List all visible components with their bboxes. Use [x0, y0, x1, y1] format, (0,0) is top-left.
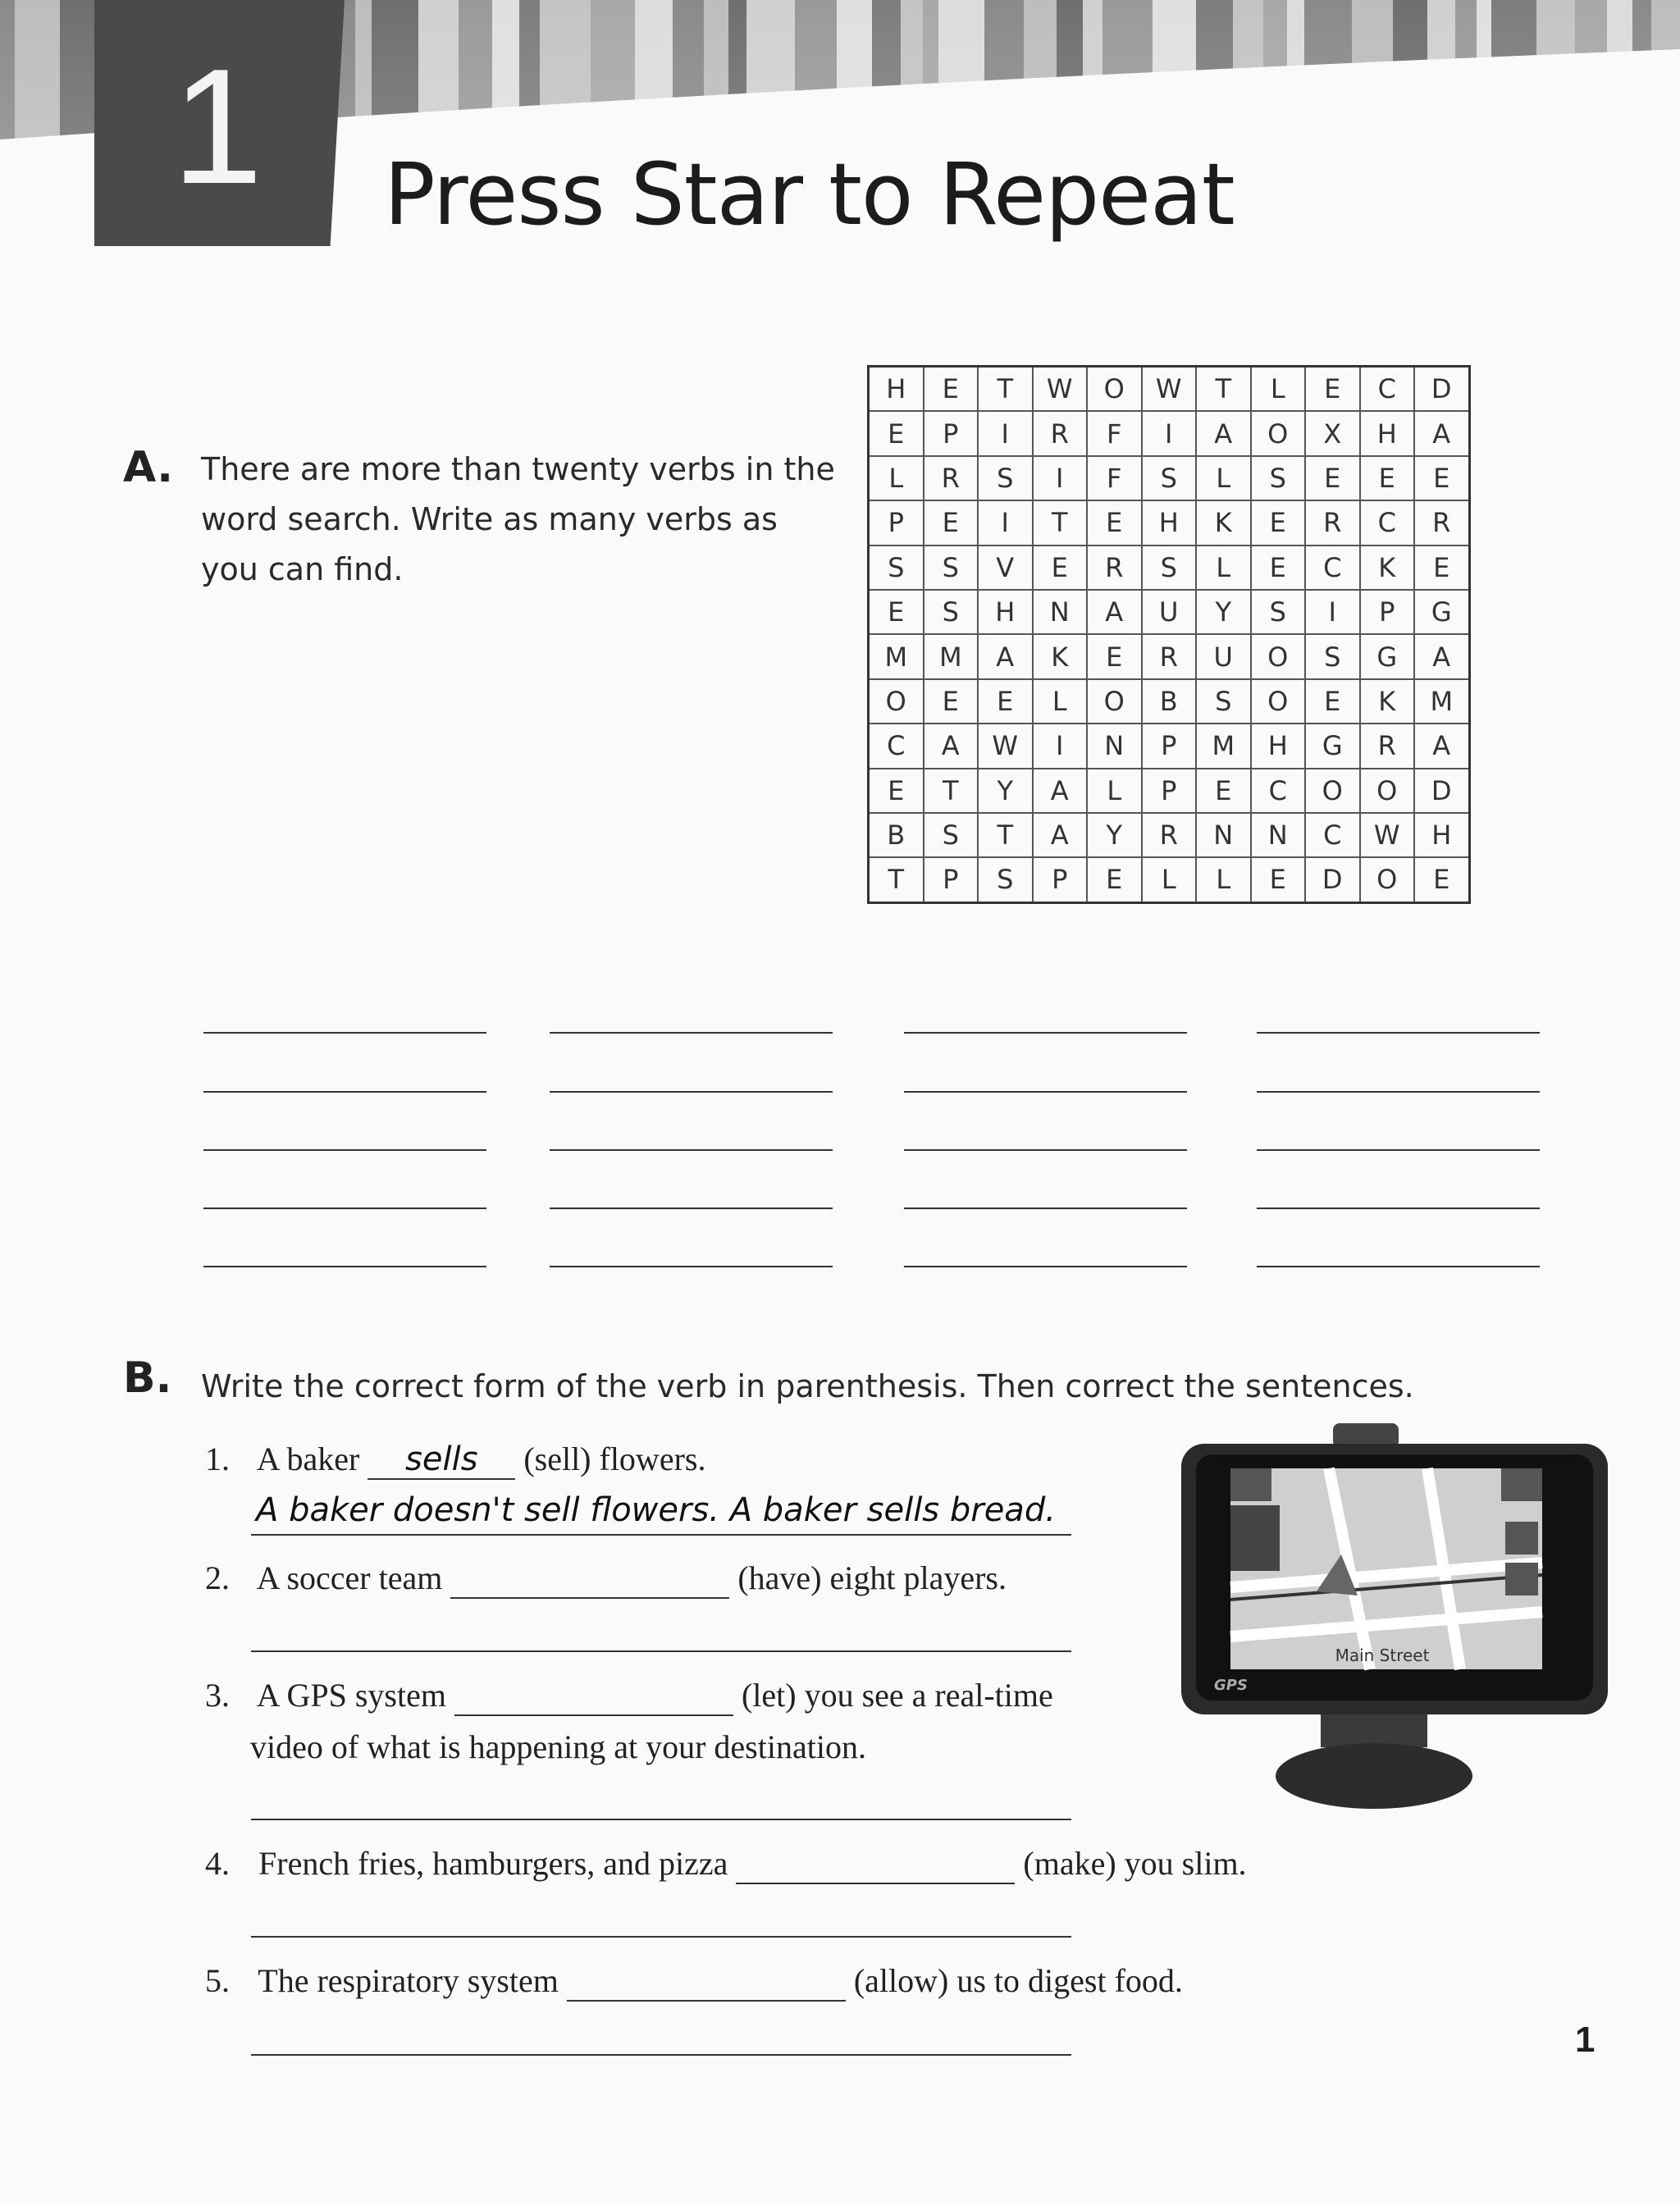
grid-cell[interactable]: G [1414, 590, 1469, 634]
grid-row [869, 634, 1470, 678]
exercise-item-5 [205, 1961, 1183, 2002]
grid-cell[interactable]: N [1087, 724, 1142, 768]
page-title: Press Star to Repeat [384, 144, 1235, 244]
grid-cell[interactable]: P [1142, 724, 1197, 768]
grid-row [869, 679, 1470, 724]
chapter-number: 1 [171, 35, 263, 218]
answer-blank[interactable] [450, 1559, 729, 1599]
grid-cell[interactable]: E [869, 769, 924, 813]
grid-cell[interactable]: E [1087, 500, 1142, 545]
correction-line[interactable] [251, 2054, 1071, 2056]
grid-cell[interactable]: M [924, 634, 979, 678]
grid-cell[interactable]: S [924, 590, 979, 634]
verb-answer-line[interactable] [550, 1032, 833, 1034]
grid-row [869, 500, 1470, 545]
grid-cell[interactable]: E [1087, 857, 1142, 902]
street-label: Main Street [1335, 1646, 1430, 1665]
item-stem: French fries, hamburgers, and pizza [258, 1845, 728, 1882]
arrow-down-icon [1505, 1563, 1538, 1596]
grid-cell[interactable]: S [978, 456, 1033, 500]
grid-cell[interactable]: W [1142, 367, 1197, 412]
item-verb-hint: (let) you see a real-time [741, 1677, 1053, 1714]
grid-cell[interactable]: I [1142, 411, 1197, 455]
verb-answer-line[interactable] [203, 1032, 486, 1034]
verb-answer-line[interactable] [1257, 1266, 1540, 1267]
grid-cell[interactable]: S [978, 857, 1033, 902]
grid-cell[interactable]: C [869, 724, 924, 768]
grid-cell[interactable]: H [978, 590, 1033, 634]
item-stem: A soccer team [256, 1559, 443, 1596]
grid-row [869, 769, 1470, 813]
grid-row [869, 367, 1470, 412]
grid-cell[interactable]: D [1305, 857, 1360, 902]
arrow-up-icon [1505, 1522, 1538, 1554]
grid-cell[interactable]: V [978, 546, 1033, 590]
grid-cell[interactable]: N [1251, 813, 1306, 857]
verb-answer-line[interactable] [550, 1149, 833, 1151]
grid-cell[interactable]: R [1414, 500, 1469, 545]
item-number: 5. [205, 1962, 230, 1999]
grid-cell[interactable]: O [1305, 769, 1360, 813]
grid-cell[interactable]: I [1305, 590, 1360, 634]
grid-cell[interactable]: E [1251, 546, 1306, 590]
grid-cell[interactable]: O [1360, 769, 1415, 813]
grid-cell[interactable]: E [924, 679, 979, 724]
grid-row [869, 546, 1470, 590]
grid-cell[interactable]: L [1033, 679, 1088, 724]
grid-cell[interactable]: O [1087, 679, 1142, 724]
handwritten-correction: A baker doesn't sell flowers. A baker sells bread. [256, 1491, 1056, 1529]
grid-cell[interactable]: E [1087, 634, 1142, 678]
grid-cell[interactable]: P [1142, 769, 1197, 813]
item-stem: A GPS system [256, 1677, 446, 1714]
grid-cell[interactable]: I [1033, 724, 1088, 768]
grid-cell[interactable]: O [1251, 679, 1306, 724]
grid-cell[interactable]: P [924, 857, 979, 902]
grid-row [869, 411, 1470, 455]
exercise-item-3 [205, 1676, 1053, 1716]
handwritten-answer: sells [405, 1440, 478, 1478]
grid-cell[interactable]: G [1360, 634, 1415, 678]
grid-cell[interactable]: T [1033, 500, 1088, 545]
grid-cell[interactable]: T [978, 367, 1033, 412]
grid-cell[interactable]: X [1305, 411, 1360, 455]
verb-answer-line[interactable] [550, 1091, 833, 1093]
grid-cell[interactable]: A [924, 724, 979, 768]
grid-cell[interactable]: L [1196, 546, 1251, 590]
grid-cell[interactable]: M [1196, 724, 1251, 768]
section-b-instructions: Write the correct form of the verb in parenthesis. Then correct the sentences. [201, 1368, 1414, 1404]
grid-row [869, 590, 1470, 634]
section-a-letter: A. [123, 443, 173, 492]
grid-cell[interactable]: A [1033, 769, 1088, 813]
correction-line[interactable] [251, 1534, 1071, 1536]
grid-cell[interactable]: E [1414, 546, 1469, 590]
grid-row [869, 724, 1470, 768]
grid-cell[interactable]: R [924, 456, 979, 500]
grid-cell[interactable]: L [1087, 769, 1142, 813]
gps-device-image [1181, 1423, 1608, 1817]
grid-cell[interactable]: D [1414, 769, 1469, 813]
word-search-grid [867, 365, 1471, 904]
page-number: 1 [1575, 2020, 1596, 2060]
grid-cell[interactable]: I [978, 411, 1033, 455]
grid-cell[interactable]: F [1087, 456, 1142, 500]
grid-cell[interactable]: K [1360, 679, 1415, 724]
grid-cell[interactable]: E [924, 500, 979, 545]
grid-cell[interactable]: A [1414, 724, 1469, 768]
grid-cell[interactable]: N [1196, 813, 1251, 857]
grid-cell[interactable]: P [1033, 857, 1088, 902]
grid-cell[interactable]: A [1196, 411, 1251, 455]
grid-cell[interactable]: E [1196, 769, 1251, 813]
verb-answer-line[interactable] [904, 1091, 1187, 1093]
grid-row [869, 857, 1470, 902]
grid-cell[interactable]: L [1251, 367, 1306, 412]
grid-cell[interactable]: M [1414, 679, 1469, 724]
verb-answer-line[interactable] [203, 1091, 486, 1093]
grid-cell[interactable]: P [1360, 590, 1415, 634]
verb-answer-line[interactable] [904, 1032, 1187, 1034]
grid-cell[interactable]: S [1251, 456, 1306, 500]
grid-cell[interactable]: E [1414, 456, 1469, 500]
item-verb-hint: (allow) us to digest food. [853, 1962, 1183, 1999]
grid-cell[interactable]: L [1196, 857, 1251, 902]
item-continuation: video of what is happening at your destination. [250, 1728, 866, 1765]
item-number: 3. [205, 1677, 230, 1714]
correction-line[interactable] [251, 1819, 1071, 1820]
item-verb-hint: (sell) flowers. [523, 1440, 706, 1477]
grid-cell[interactable]: U [1142, 590, 1197, 634]
grid-cell[interactable]: H [869, 367, 924, 412]
grid-cell[interactable]: B [1142, 679, 1197, 724]
grid-cell[interactable]: T [978, 813, 1033, 857]
grid-cell[interactable]: C [1305, 813, 1360, 857]
instruction-line: you can find. [201, 551, 404, 587]
gps-suction-base [1276, 1743, 1472, 1809]
section-a-instructions [201, 445, 835, 595]
grid-cell[interactable]: R [1087, 546, 1142, 590]
grid-cell[interactable]: R [1305, 500, 1360, 545]
answer-blank[interactable] [736, 1844, 1015, 1884]
grid-cell[interactable]: E [978, 679, 1033, 724]
grid-cell[interactable]: B [869, 813, 924, 857]
verb-answer-line[interactable] [1257, 1032, 1540, 1034]
grid-cell[interactable]: E [1414, 857, 1469, 902]
grid-cell[interactable]: W [978, 724, 1033, 768]
grid-cell[interactable]: H [1142, 500, 1197, 545]
grid-row [869, 813, 1470, 857]
grid-cell[interactable]: K [1033, 634, 1088, 678]
item-stem: The respiratory system [258, 1962, 559, 1999]
grid-cell[interactable]: H [1251, 724, 1306, 768]
grid-cell[interactable]: P [924, 411, 979, 455]
grid-cell[interactable]: E [924, 367, 979, 412]
grid-cell[interactable]: S [1196, 679, 1251, 724]
grid-cell[interactable]: S [1305, 634, 1360, 678]
answer-blank[interactable] [454, 1676, 733, 1716]
grid-cell[interactable]: O [1251, 634, 1306, 678]
grid-cell[interactable]: O [1087, 367, 1142, 412]
grid-cell[interactable]: U [1196, 634, 1251, 678]
verb-answer-line[interactable] [203, 1266, 486, 1267]
grid-cell[interactable]: A [1414, 634, 1469, 678]
grid-cell[interactable]: E [1305, 456, 1360, 500]
grid-cell[interactable]: T [924, 769, 979, 813]
verb-answer-line[interactable] [203, 1208, 486, 1209]
instruction-line: There are more than twenty verbs in the [201, 451, 835, 487]
grid-cell[interactable]: T [869, 857, 924, 902]
grid-cell[interactable]: Y [978, 769, 1033, 813]
correction-line[interactable] [251, 1936, 1071, 1938]
grid-cell[interactable]: F [1087, 411, 1142, 455]
item-stem: A baker [256, 1440, 360, 1477]
grid-cell[interactable]: P [869, 500, 924, 545]
verb-answer-line[interactable] [904, 1149, 1187, 1151]
grid-cell[interactable]: S [924, 813, 979, 857]
grid-cell[interactable]: S [1251, 590, 1306, 634]
item-number: 4. [205, 1845, 230, 1882]
grid-cell[interactable]: S [1142, 546, 1197, 590]
verb-answer-line[interactable] [904, 1266, 1187, 1267]
grid-cell[interactable]: L [1142, 857, 1197, 902]
verb-answer-line[interactable] [1257, 1149, 1540, 1151]
grid-cell[interactable]: C [1251, 769, 1306, 813]
grid-cell[interactable]: C [1360, 500, 1415, 545]
exercise-item-2 [205, 1559, 1007, 1599]
brand-label: GPS [1214, 1677, 1248, 1694]
gps-stand-neck [1321, 1714, 1427, 1747]
grid-cell[interactable]: Y [1087, 813, 1142, 857]
verb-answer-line[interactable] [904, 1208, 1187, 1209]
grid-cell[interactable]: O [1360, 857, 1415, 902]
item-number: 1. [205, 1440, 230, 1477]
grid-cell[interactable]: W [1360, 813, 1415, 857]
grid-cell[interactable]: R [1033, 411, 1088, 455]
grid-cell[interactable]: H [1360, 411, 1415, 455]
zoom-in-icon [1230, 1468, 1271, 1501]
item-verb-hint: (have) eight players. [737, 1559, 1007, 1596]
answer-blank[interactable] [567, 1961, 846, 2002]
grid-cell[interactable]: R [1360, 724, 1415, 768]
instruction-line: word search. Write as many verbs as [201, 501, 778, 537]
exercise-item-1 [205, 1440, 705, 1480]
grid-cell[interactable]: W [1033, 367, 1088, 412]
trip-info-panel [1230, 1505, 1280, 1571]
grid-cell[interactable]: A [1087, 590, 1142, 634]
grid-cell[interactable]: K [1196, 500, 1251, 545]
grid-cell[interactable]: A [1414, 411, 1469, 455]
item-verb-hint: (make) you slim. [1023, 1845, 1247, 1882]
grid-cell[interactable]: H [1414, 813, 1469, 857]
grid-cell[interactable]: S [924, 546, 979, 590]
grid-cell[interactable]: G [1305, 724, 1360, 768]
grid-cell[interactable]: M [869, 634, 924, 678]
grid-cell[interactable]: O [1251, 411, 1306, 455]
grid-cell[interactable]: S [1142, 456, 1197, 500]
grid-cell[interactable]: E [1251, 857, 1306, 902]
grid-cell[interactable]: S [869, 546, 924, 590]
grid-cell[interactable]: A [978, 634, 1033, 678]
exercise-item-4 [205, 1844, 1247, 1884]
grid-cell[interactable]: C [1305, 546, 1360, 590]
grid-cell[interactable]: K [1360, 546, 1415, 590]
grid-cell[interactable]: L [1196, 456, 1251, 500]
verb-answer-line[interactable] [1257, 1091, 1540, 1093]
answer-blank[interactable] [368, 1440, 515, 1480]
grid-cell[interactable]: E [1033, 546, 1088, 590]
grid-cell[interactable]: R [1142, 813, 1197, 857]
section-b-letter: B. [123, 1354, 172, 1403]
grid-cell[interactable]: O [869, 679, 924, 724]
verb-answer-line[interactable] [203, 1149, 486, 1151]
grid-cell[interactable]: E [1305, 367, 1360, 412]
grid-cell[interactable]: E [1251, 500, 1306, 545]
grid-cell[interactable]: I [978, 500, 1033, 545]
grid-cell[interactable]: E [869, 590, 924, 634]
grid-cell[interactable]: R [1142, 634, 1197, 678]
correction-line[interactable] [251, 1650, 1071, 1652]
zoom-out-icon [1501, 1468, 1542, 1501]
grid-cell[interactable]: E [869, 411, 924, 455]
grid-cell[interactable]: D [1414, 367, 1469, 412]
grid-cell[interactable]: E [1305, 679, 1360, 724]
grid-cell[interactable]: C [1360, 367, 1415, 412]
grid-cell[interactable]: N [1033, 590, 1088, 634]
grid-cell[interactable]: Y [1196, 590, 1251, 634]
verb-answer-line[interactable] [550, 1266, 833, 1267]
grid-cell[interactable]: A [1033, 813, 1088, 857]
grid-cell[interactable]: T [1196, 367, 1251, 412]
grid-row [869, 456, 1470, 500]
grid-cell[interactable]: L [869, 456, 924, 500]
verb-answer-line[interactable] [550, 1208, 833, 1209]
item-number: 2. [205, 1559, 230, 1596]
verb-answer-line[interactable] [1257, 1208, 1540, 1209]
grid-cell[interactable]: E [1360, 456, 1415, 500]
grid-cell[interactable]: I [1033, 456, 1088, 500]
